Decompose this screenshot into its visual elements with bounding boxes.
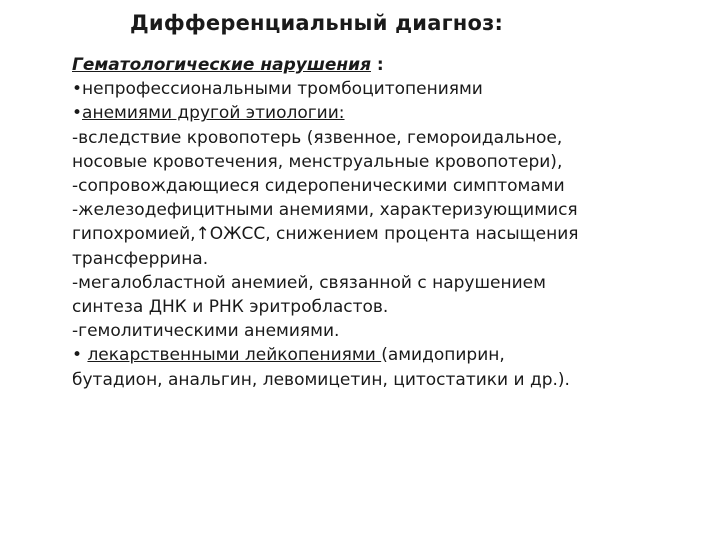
- slide-title: Дифференциальный диагноз:: [130, 11, 504, 35]
- slide-body: [72, 53, 712, 392]
- text-line: -мегалобластной анемией, связанной с нарушением: [72, 272, 546, 293]
- bullet-marker: •: [72, 345, 88, 366]
- text-line: синтеза ДНК и РНК эритробластов.: [72, 297, 389, 318]
- bullet-leukopenia-rest: (амидопирин,: [381, 345, 505, 366]
- text-line: гипохромией,↑ОЖСС, снижением процента насыщения: [72, 224, 579, 245]
- bullet-leukopenia-text: лекарственными лейкопениями: [87, 345, 382, 366]
- text-line: бутадион, анальгин, левомицетин, цитостатики и др.).: [72, 369, 570, 390]
- bullet-marker: •: [72, 103, 83, 124]
- bullet-anemia-text: анемиями другой этиологии:: [82, 103, 345, 124]
- text-line: трансферрина.: [72, 248, 209, 269]
- section-heading-line: [72, 53, 712, 77]
- section-heading-suffix: :: [371, 55, 384, 75]
- text-line: носовые кровотечения, менструальные кровопотери),: [72, 151, 563, 172]
- text-line: -вследствие кровопотерь (язвенное, гемороидальное,: [72, 127, 563, 148]
- bullet-anemia: [72, 101, 712, 125]
- text-line: -сопровождающиеся сидеропеническими симптомами: [72, 176, 565, 197]
- text-line: -гемолитическими анемиями.: [72, 321, 340, 342]
- text-line: -железодефицитными анемиями, характеризующимися: [72, 200, 578, 221]
- bullet-leukopenia: [72, 343, 712, 367]
- bullet-thrombocytopenia: •непрофессиональными тромбоцитопениями: [72, 79, 483, 100]
- section-heading: Гематологические нарушения: [72, 55, 371, 75]
